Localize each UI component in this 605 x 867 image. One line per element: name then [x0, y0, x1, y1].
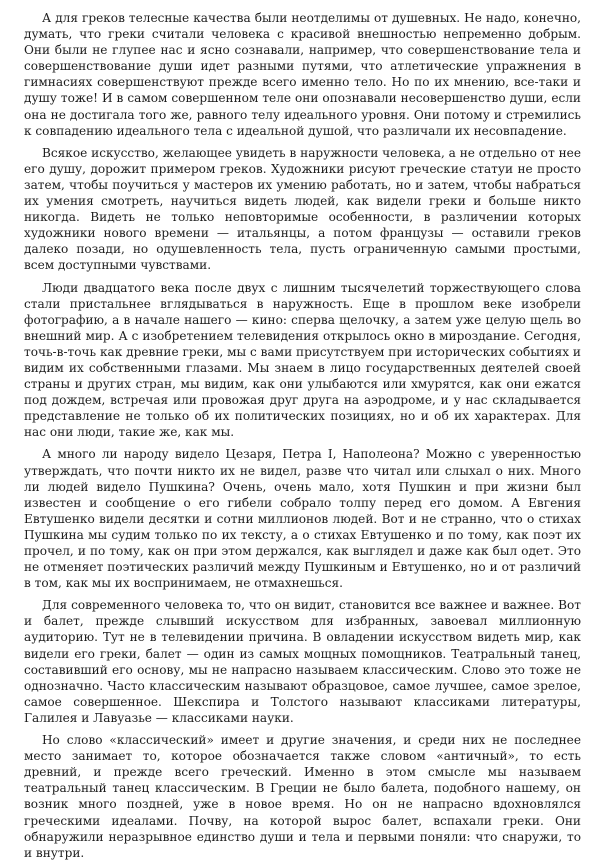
- book-page: [24, 10, 581, 867]
- paragraph-4: А много ли народу видело Цезаря, Петра I, Наполеона? Можно с уверенностью утверждать, что почти никто их не видел, разве что читал или слыхал о них. Много ли людей видело Пушкина? Очень, очень мало, хотя Пушкин и при жизни был известен и сообщение о его гибели собрало толпу перед его домом. А Евгения Евтушенко видели десятки и сотни миллионов людей. Вот и не странно, что о стихах Пушкина мы судим только по их тексту, а о стихах Евтушенко и по тому, как поэт их прочел, и по тому, как он при этом держался, как выглядел и даже как был одет. Это не отменяет поэтических различий между Пушкиным и Евтушенко, но и от различий в том, как мы их воспринимаем, не отмахнешься.: [24, 447, 581, 591]
- paragraph-2: Всякое искусство, желающее увидеть в наружности человека, а не отдельно от нее его душу, дорожит примером греков. Художники рисуют греческие статуи не просто затем, чтобы поучиться у мастеров их умению работать, но и затем, чтобы набраться их умения смотреть, научиться видеть людей, как видели греки и больше никто никогда. Видеть не только неповторимые особенности, в различении которых художники нового времени — итальянцы, а потом французы — оставили греков далеко позади, но одушевленность тела, пусть ограниченную самыми простыми, всем доступными чувствами.: [24, 145, 581, 273]
- paragraph-1: А для греков телесные качества были неотделимы от душевных. Не надо, конечно, думать, что греки считали человека с красивой внешностью непременно добрым. Они были не глупее нас и ясно сознавали, например, что совершенствование тела и совершенствование души идет разными путями, что атлетические упражнения в гимнасиях совершенствуют прежде всего именно тело. Но по их мнению, все-таки и душу тоже! И в самом совершенном теле они опознавали несовершенство души, если она не достигала того же, равного телу идеального уровня. Они потому и стремились к совпадению идеального тела с идеальной душой, что различали их несовпадение.: [24, 11, 581, 138]
- paragraph-3: Люди двадцатого века после двух с лишним тысячелетий торжествующего слова стали пристальнее вглядываться в наружность. Еще в прошлом веке изобрели фотографию, а в начале нашего — кино: сперва щелочку, а затем уже целую щель во внешний мир. А с изобретением телевидения открылось окно в мироздание. Сегодня, точь-в-точь как древние греки, мы с вами присутствуем при исторических событиях и видим их собственными глазами. Мы знаем в лицо государственных деятелей своей страны и других стран, мы видим, как они улыбаются или хмурятся, как они ежатся под дождем, встречая или провожая друг друга на аэродроме, и у нас складывается представление не только об их политических позициях, но и об их характерах. Для нас они люди, такие же, как мы.: [24, 280, 581, 440]
- paragraph-6: Но слово «классический» имеет и другие значения, и среди них не последнее место занимает то, которое обозначается также словом «античный», то есть древний, и прежде всего греческий. Именно в этом смысле мы называем театральный танец классическим. В Греции не было балета, подобного нашему, он возник много поздней, уже в новое время. Но он не напрасно вдохновлялся греческими идеалами. Почву, на которой вырос балет, вспахали греки. Они обнаружили неразрывное единство души и тела и первыми поняли: что снаружи, то и внутри.: [24, 733, 581, 860]
- paragraph-5: Для современного человека то, что он видит, становится все важнее и важнее. Вот и балет, прежде слывший искусством для избранных, завоевал миллионную аудиторию. Тут не в телевидении причина. В овладении искусством видеть мир, как видели его греки, балет — один из самых мощных помощников. Театральный танец, составивший его основу, мы не напрасно называем классическим. Слово это тоже не однозначно. Часто классическим называют образцовое, самое лучшее, самое зрелое, самое совершенное. Шекспира и Толстого называют классиками литературы, Галилея и Лавуазье — классиками науки.: [24, 598, 581, 725]
